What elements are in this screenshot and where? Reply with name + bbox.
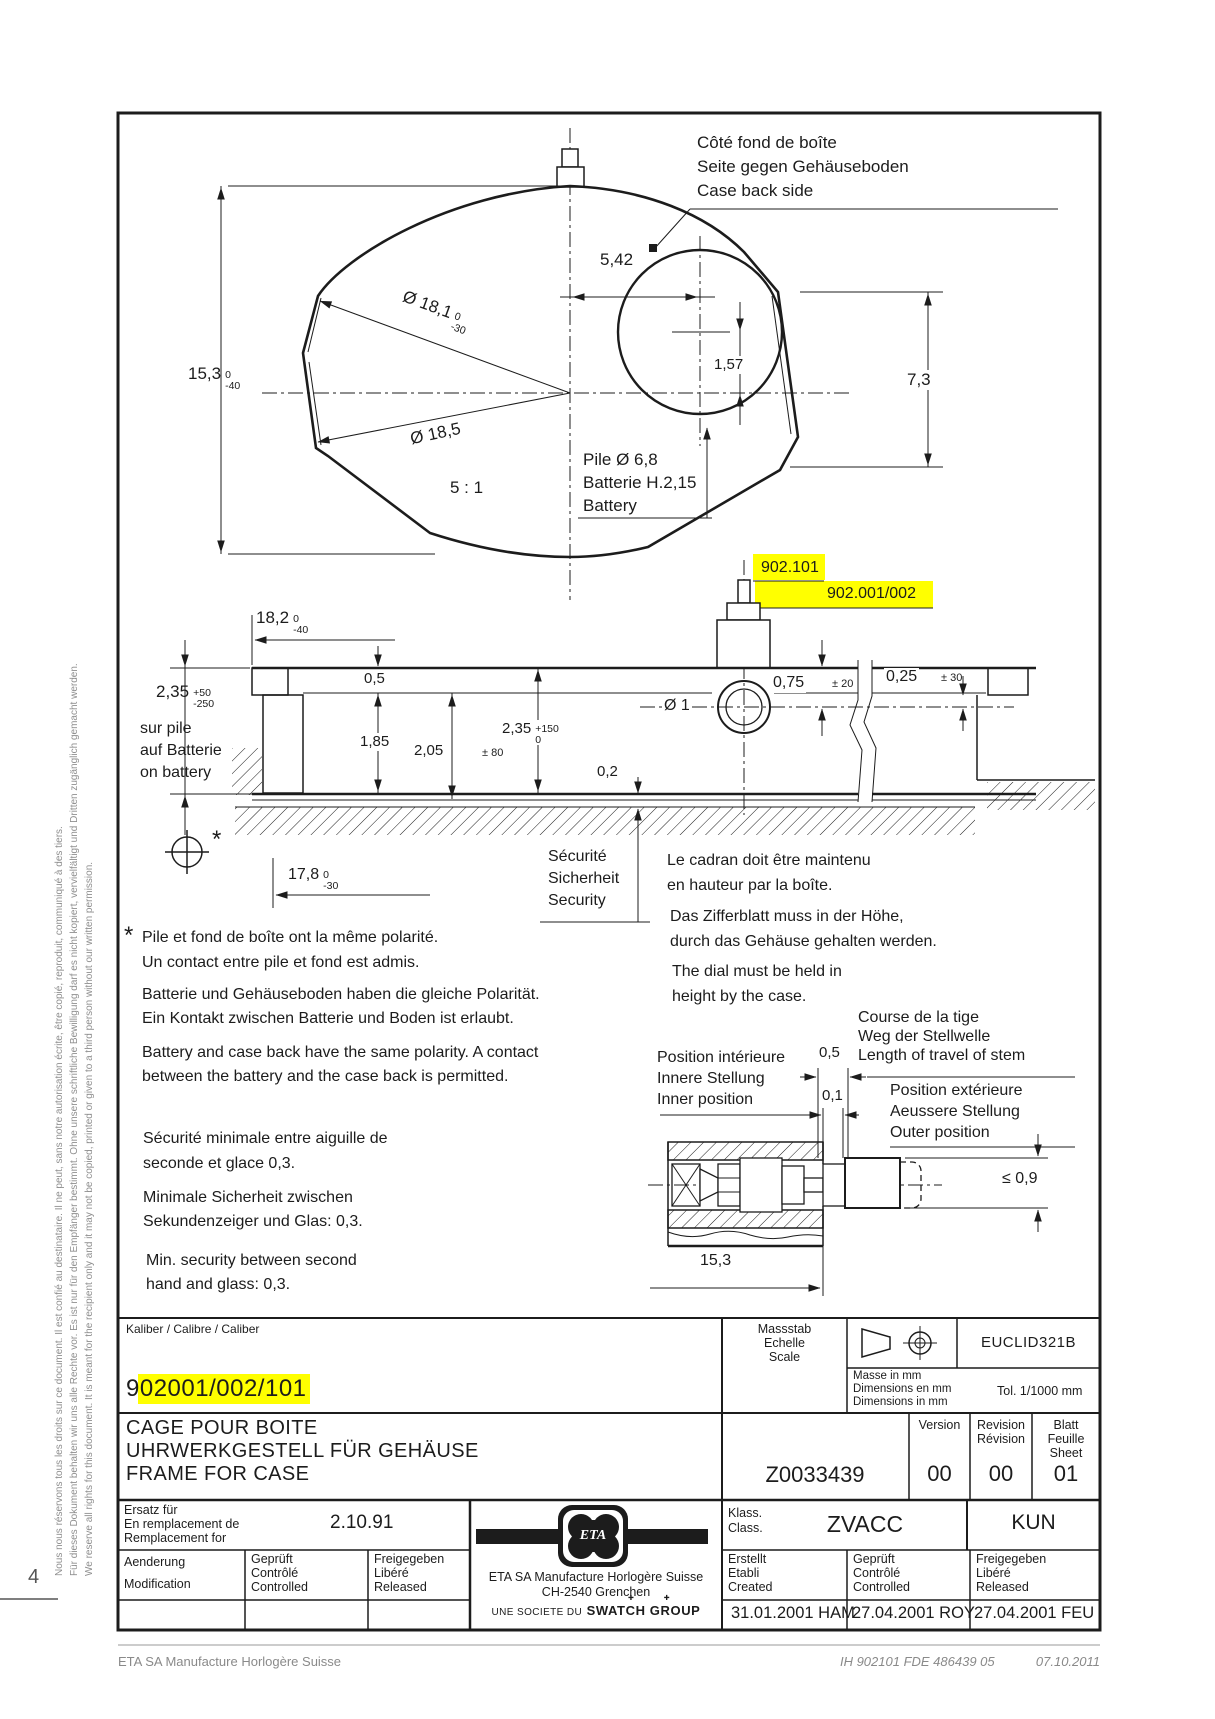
replacement-label-3: Remplacement for xyxy=(124,1531,227,1545)
note-asterisk: * xyxy=(124,922,134,949)
scale-note: 5 : 1 xyxy=(450,478,484,497)
cad-reference: EUCLID321B xyxy=(980,1334,1077,1351)
dim-2-35-right: 2,35 +150 0 xyxy=(502,720,559,746)
dial-note-de1: Das Zifferblatt muss in der Höhe, xyxy=(670,908,904,925)
sheet-label-1: Blatt xyxy=(1053,1418,1079,1432)
scale-label-3: Scale xyxy=(768,1350,801,1364)
travel-dim-15-3: 15,3 xyxy=(700,1252,732,1269)
dim-dia-1: Ø 1 xyxy=(664,697,690,714)
swatch-prefix: UNE SOCIETE DU xyxy=(491,1607,583,1618)
security-label-de: Sicherheit xyxy=(548,870,620,887)
released-label-left-3: Released xyxy=(374,1580,427,1594)
ground-asterisk: * xyxy=(212,826,222,853)
sheet-value: 01 xyxy=(1053,1461,1079,1486)
dim-2-35-pile: 2,35 +50 -250 xyxy=(156,682,215,710)
case-back-note-fr: Côté fond de boîte xyxy=(697,133,837,152)
drawing-title-de: UHRWERKGESTELL FÜR GEHÄUSE xyxy=(126,1440,479,1462)
created-label-2: Etabli xyxy=(728,1566,760,1580)
released-label-right-3: Released xyxy=(976,1580,1029,1594)
case-back-note-en: Case back side xyxy=(697,181,814,200)
on-battery-en: on battery xyxy=(140,764,212,781)
swatch-plus-icon: ✚ ✚ xyxy=(628,1595,684,1602)
revision-value: 00 xyxy=(988,1461,1014,1486)
polarity-note-en2: between the battery and the case back is permitted. xyxy=(142,1068,509,1085)
course-en: Length of travel of stem xyxy=(858,1047,1026,1064)
sheet-label-3: Sheet xyxy=(1049,1446,1083,1460)
version-value: 00 xyxy=(927,1461,952,1486)
released-value: 27.04.2001 FEU xyxy=(974,1604,1095,1622)
caliber-value: 902001/002/101 xyxy=(126,1375,307,1402)
company-name: ETA SA Manufacture Horlogère Suisse xyxy=(488,1570,704,1584)
drawing-title-en: FRAME FOR CASE xyxy=(126,1463,310,1485)
revision-label-1: Revision xyxy=(977,1418,1025,1432)
security-label-fr: Sécurité xyxy=(548,848,607,865)
sheet-label-2: Feuille xyxy=(1047,1432,1085,1446)
checked-label-right-3: Controlled xyxy=(853,1580,910,1594)
dim-1-85: 1,85 xyxy=(360,733,390,750)
released-label-left-2: Libéré xyxy=(374,1566,409,1580)
security-note-de2: Sekundenzeiger und Glas: 0,3. xyxy=(143,1213,363,1230)
footer-date: 07.10.2011 xyxy=(1035,1654,1100,1669)
replacement-label-2: En remplacement de xyxy=(124,1517,240,1531)
security-note-fr1: Sécurité minimale entre aiguille de xyxy=(143,1130,388,1147)
security-note-fr2: seconde et glace 0,3. xyxy=(143,1155,296,1172)
leader-square-marker xyxy=(649,244,657,252)
units-line-3: Dimensions in mm xyxy=(853,1396,948,1408)
inner-position-en: Inner position xyxy=(657,1091,754,1108)
legal-line-fr: Nous nous réservons tous les droits sur ce document. Il est confié au destinataire. Il ne peut, sans notre autorisation écrite, être copié, reproduit, communiqué à des tiers. xyxy=(54,826,65,1576)
dim-0-75-tol: ± 20 xyxy=(832,678,854,690)
class-label-2: Class. xyxy=(728,1521,763,1535)
kaliber-label: Kaliber / Calibre / Caliber xyxy=(126,1322,260,1336)
eta-logo-text: ETA xyxy=(579,1528,607,1543)
document-number: Z0033439 xyxy=(765,1462,865,1487)
polarity-note-fr2: Un contact entre pile et fond est admis. xyxy=(142,954,420,971)
released-label-right-1: Freigegeben xyxy=(976,1552,1047,1566)
dim-0-2: 0,2 xyxy=(597,763,618,780)
outer-position-fr: Position extérieure xyxy=(890,1082,1023,1099)
swatch-group-line xyxy=(474,1602,718,1621)
checked-label-left-2: Contrôlé xyxy=(251,1566,299,1580)
security-note-en2: hand and glass: 0,3. xyxy=(146,1276,291,1293)
released-label-left-1: Freigegeben xyxy=(374,1552,445,1566)
security-note-en1: Min. security between second xyxy=(146,1252,357,1269)
class-value: ZVACC xyxy=(826,1511,904,1537)
legal-line-en: We reserve all rights for this document. It is meant for the recipient only and it may not be copied, printed or given to a third person without our written permission. xyxy=(84,861,95,1576)
units-line-2: Dimensions en mm xyxy=(853,1383,952,1395)
scale-label-1: Massstab xyxy=(757,1322,812,1336)
legal-line-de: Für dieses Dokument behalten wir uns alle Rechte vor. Es ist nur für den Empfänger bestimmt. Ohne unsere schriftliche Bewilligung darf es nicht kopiert, vervielfältigt und Dritten zugänglich gemacht werden. xyxy=(69,663,80,1576)
on-battery-fr: sur pile xyxy=(140,720,192,737)
created-label-3: Created xyxy=(728,1580,773,1594)
units-line-1: Masse in mm xyxy=(853,1370,922,1382)
dim-17-8: 17,8 0 -30 xyxy=(288,866,339,892)
dial-note-en1: The dial must be held in xyxy=(672,963,842,980)
course-de: Weg der Stellwelle xyxy=(858,1028,991,1045)
page-number: 4 xyxy=(28,1566,40,1588)
replacement-label-1: Ersatz für xyxy=(124,1503,178,1517)
dim-5-42: 5,42 xyxy=(600,250,634,269)
on-battery-de: auf Batterie xyxy=(140,742,222,759)
polarity-note-de1: Batterie und Gehäuseboden haben die gleiche Polarität. xyxy=(142,986,540,1003)
dim-15-3: 15,3 0 -40 xyxy=(188,364,241,392)
modification-label-2: Modification xyxy=(124,1577,191,1591)
checked-label-left-1: Geprüft xyxy=(251,1552,293,1566)
dim-0-5: 0,5 xyxy=(364,670,385,687)
dim-0-75: 0,75 xyxy=(773,674,805,691)
dim-0-25-tol: ± 30 xyxy=(941,672,963,684)
travel-dim-0-5: 0,5 xyxy=(819,1044,840,1061)
polarity-note-de2: Ein Kontakt zwischen Batterie und Boden ist erlaubt. xyxy=(142,1010,514,1027)
dim-18-1: Ø 18,1 0 -30 xyxy=(400,286,468,337)
customer-value: KUN xyxy=(1011,1511,1056,1534)
modification-label-1: Aenderung xyxy=(124,1555,186,1569)
battery-note-en: Battery xyxy=(583,496,637,515)
swatch-name: SWATCH GROUP xyxy=(586,1603,701,1618)
inner-position-de: Innere Stellung xyxy=(657,1070,765,1087)
drawing-title-fr: CAGE POUR BOITE xyxy=(126,1417,318,1439)
replacement-date: 2.10.91 xyxy=(330,1512,394,1533)
security-note-de1: Minimale Sicherheit zwischen xyxy=(143,1189,353,1206)
created-value: 31.01.2001 HAM xyxy=(731,1604,855,1622)
dim-7-3: 7,3 xyxy=(907,370,931,389)
case-back-note-de: Seite gegen Gehäuseboden xyxy=(697,157,909,176)
ref-frame: 902.001/002 xyxy=(827,585,916,602)
footer-reference xyxy=(700,1654,1100,1669)
dial-note-fr2: en hauteur par la boîte. xyxy=(667,877,833,894)
dial-note-de2: durch das Gehäuse gehalten werden. xyxy=(670,933,937,950)
case-back-hatch xyxy=(235,807,975,835)
inner-position-fr: Position intérieure xyxy=(657,1049,786,1066)
dim-2-05: 2,05 xyxy=(414,742,444,759)
dial-note-fr1: Le cadran doit être maintenu xyxy=(667,852,871,869)
dim-2-05-tol: ± 80 xyxy=(482,747,504,759)
outer-position-de: Aeussere Stellung xyxy=(890,1103,1020,1120)
checked-label-left-3: Controlled xyxy=(251,1580,308,1594)
checked-value: 27.04.2001 ROY xyxy=(852,1604,975,1622)
polarity-note-fr1: Pile et fond de boîte ont la même polarité. xyxy=(142,929,439,946)
class-label-1: Klass. xyxy=(728,1506,763,1520)
course-fr: Course de la tige xyxy=(858,1009,979,1026)
dial-note-en2: height by the case. xyxy=(672,988,807,1005)
company-city: CH-2540 Grenchen xyxy=(541,1585,651,1599)
travel-dim-0-1: 0,1 xyxy=(822,1087,843,1104)
revision-label-2: Révision xyxy=(977,1432,1025,1446)
created-label-1: Erstellt xyxy=(728,1552,767,1566)
top-view xyxy=(221,128,1058,608)
ground-symbol-icon xyxy=(165,830,209,874)
security-label-en: Security xyxy=(548,892,606,909)
footer-doc-ref: IH 902101 FDE 486439 05 xyxy=(839,1654,995,1669)
dim-0-25: 0,25 xyxy=(886,668,918,685)
battery-note-de: Batterie H.2,15 xyxy=(583,473,697,492)
dim-1-57: 1,57 xyxy=(714,356,744,373)
scale-label-2: Echelle xyxy=(764,1336,805,1350)
battery-note-fr: Pile Ø 6,8 xyxy=(583,450,658,469)
checked-label-right-1: Geprüft xyxy=(853,1552,895,1566)
outer-position-en: Outer position xyxy=(890,1124,990,1141)
tolerance-note: Tol. 1/1000 mm xyxy=(997,1384,1083,1398)
released-label-right-2: Libéré xyxy=(976,1566,1011,1580)
dim-18-5: Ø 18,5 xyxy=(408,418,463,449)
footer-company: ETA SA Manufacture Horlogère Suisse xyxy=(118,1654,342,1669)
ref-stem: 902.101 xyxy=(761,559,819,576)
polarity-note-en1: Battery and case back have the same polarity. A contact xyxy=(142,1044,539,1061)
travel-dim-0-9: ≤ 0,9 xyxy=(1002,1170,1038,1187)
first-angle-projection-icon xyxy=(862,1326,937,1360)
version-label: Version xyxy=(918,1418,961,1432)
checked-label-right-2: Contrôlé xyxy=(853,1566,901,1580)
dim-18-2: 18,2 0 -40 xyxy=(256,608,309,636)
